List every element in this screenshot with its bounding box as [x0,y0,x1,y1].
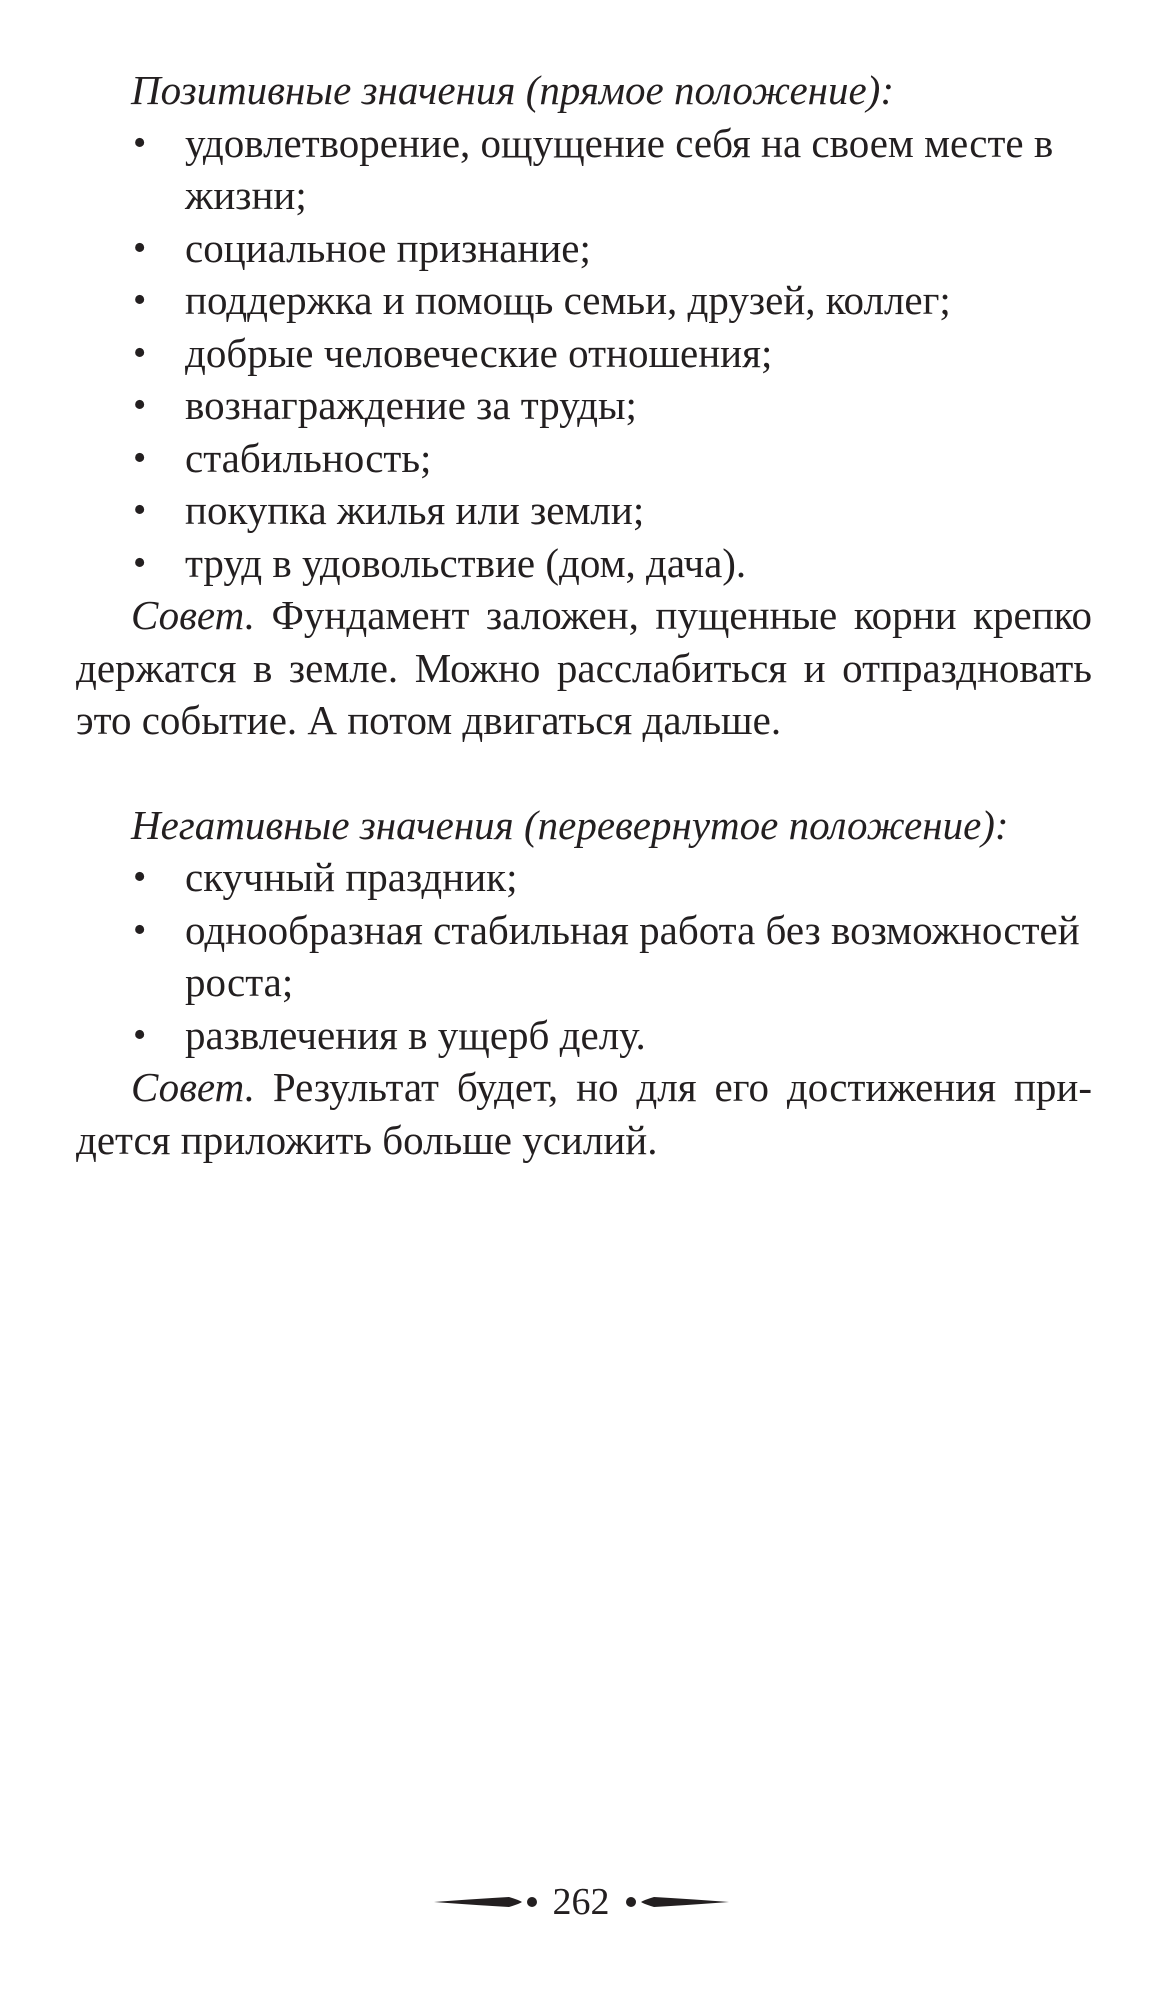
right-ornament-icon [624,1894,729,1910]
bullet: • [133,1013,147,1056]
negative-list [76,851,1092,1061]
list-item [76,1009,1092,1062]
list-item [76,327,1092,380]
list-item-text: социальное признание; [185,224,591,271]
bullet: • [133,384,147,426]
page-footer [0,1872,1162,1932]
list-item [76,484,1092,537]
advice-label: Совет. [131,1064,255,1110]
bullet: • [133,331,147,374]
positive-advice [76,589,1092,747]
page-body [76,64,1092,1166]
list-item [76,117,1092,222]
negative-advice [76,1061,1092,1166]
left-ornament-icon [434,1894,539,1910]
advice-text: Результат будет, но для его достижения придется приложить больше усилий. [76,1064,1092,1163]
list-item-text: стабильность; [185,434,432,481]
list-item [76,537,1092,590]
list-item-text: скучный праздник; [185,854,518,900]
list-item-text: развлечения в ущерб делу. [185,1011,646,1058]
negative-heading: Негативные значения (перевернутое положение): [131,801,1009,848]
list-item-text: однообразная стабильная работа без возможностей роста; [185,906,1080,1005]
bullet: • [133,436,147,479]
bullet: • [133,908,147,951]
list-item-text: удовлетворение, ощущение себя на своем месте в жизни; [185,119,1054,218]
page-number: 262 [552,1881,610,1923]
bullet: • [133,489,147,531]
list-item-text: вознаграждение за труды; [185,382,637,428]
advice-label: Совет. [131,592,255,638]
list-item [76,904,1092,1009]
bullet: • [133,541,147,584]
list-item [76,379,1092,432]
list-item [76,851,1092,904]
list-item-text: покупка жилья или земли; [185,487,645,533]
bullet: • [133,279,147,321]
list-item [76,274,1092,327]
bullet: • [133,226,147,269]
positive-heading: Позитивные значения (прямое положение): [131,67,894,113]
list-item-text: труд в удовольствие (дом, дача). [185,539,747,586]
positive-list [76,117,1092,590]
bullet: • [133,121,147,164]
list-item-text: добрые человеческие отношения; [185,329,773,376]
advice-text: Фундамент заложен, пущенные корни крепко держатся в земле. Можно расслабиться и отпраздновать это событие. А потом двигаться дальше. [76,592,1092,743]
list-item [76,432,1092,485]
section-gap [76,747,1092,799]
list-item [76,222,1092,275]
list-item-text: поддержка и помощь семьи, друзей, коллег; [185,277,951,323]
bullet: • [133,856,147,898]
